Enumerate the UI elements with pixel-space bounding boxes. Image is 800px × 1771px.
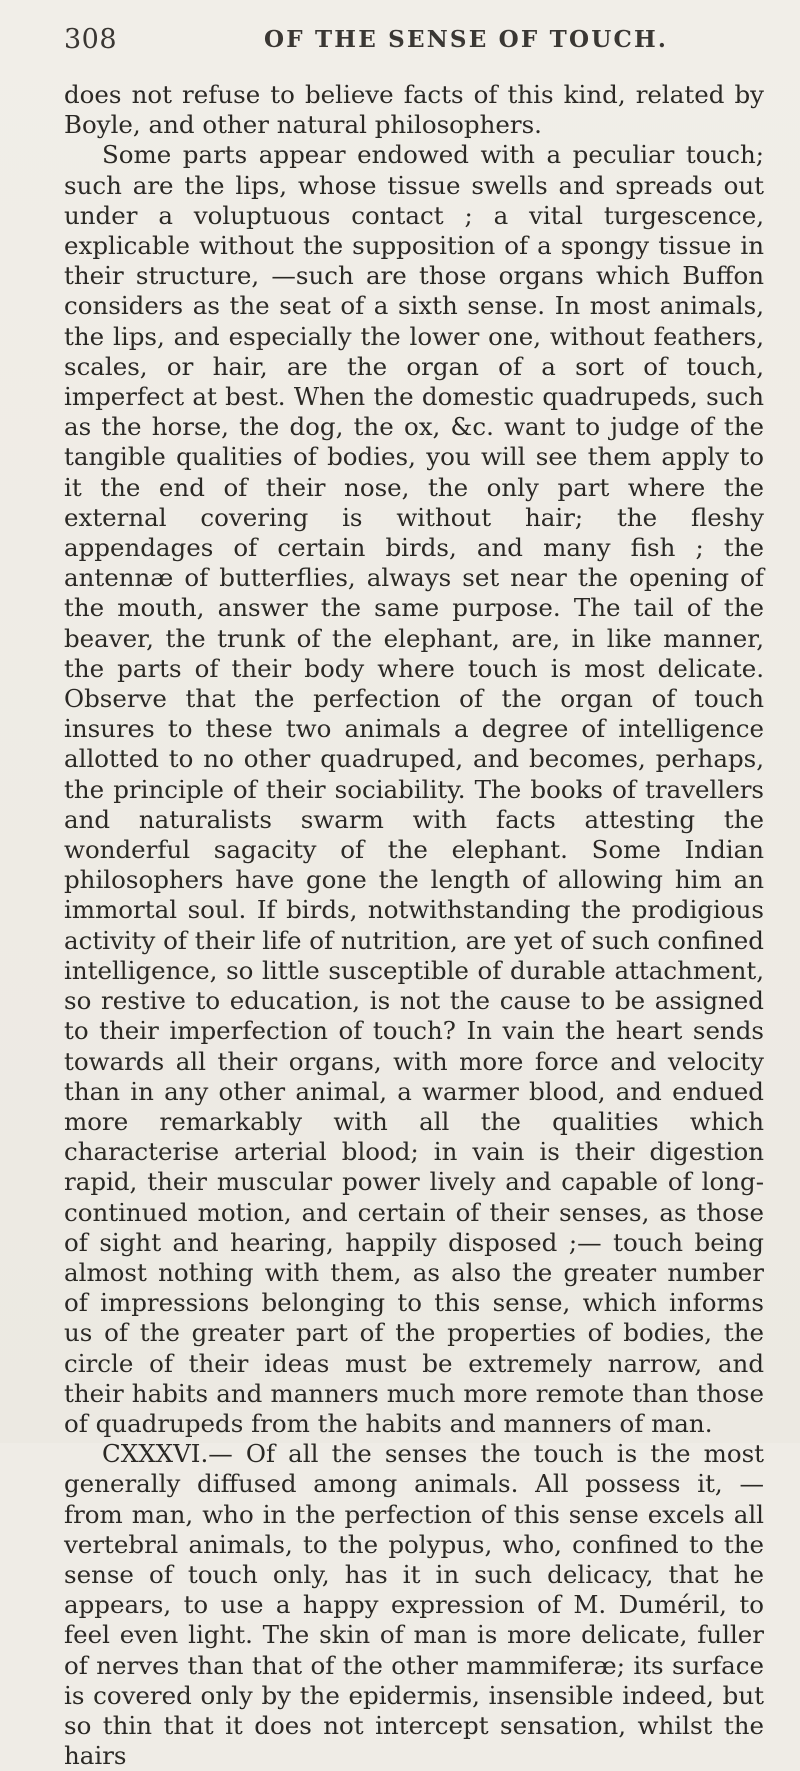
paragraph-lips-touch: Some parts appear endowed with a peculiar touch; such are the lips, whose tissue swells and spreads out under a voluptuous contact ; a vital turgescence, explicable without the supposition of a spongy tissue in their structure, —such are those organs which Buffon considers as the seat of a sixth sense. In most animals, the lips, and especially the lower one, without feathers, scales, or hair, are the organ of a sort of touch, imperfect at best. When the domestic quadrupeds, such as the horse, the dog, the ox, &c. want to judge of the tangible qualities of bodies, you will see them apply to it the end of their nose, the only part where the external covering is without hair; the fleshy appendages of certain birds, and many fish ; the antennæ of butterflies, always set near the opening of the mouth, answer the same purpose. The tail of the beaver, the trunk of the elephant, are, in like manner, the parts of their body where touch is most delicate. Observe that the perfection of the organ of touch insures to these two animals a degree of intelligence allotted to no other quadruped, and becomes, perhaps, the principle of their sociability. The books of travellers and naturalists swarm with facts attesting the wonderful sagacity of the elephant. Some Indian philosophers have gone the length of allowing him an immortal soul. If birds, notwithstanding the prodigious activity of their life of nutrition, are yet of such confined intelligence, so little susceptible of durable attachment, so restive to education, is not the cause to be assigned to their imperfection of touch? In vain the heart sends towards all their organs, with more force and velocity than in any other animal, a warmer blood, and endued more remarkably with all the qualities which characterise arterial blood; in vain is their digestion rapid, their muscular power lively and capable of long-continued motion, and certain of their senses, as those of sight and hearing, happily disposed ;— touch being almost nothing with them, as also the greater number of impressions belonging to this sense, which informs us of the greater part of the properties of bodies, the circle of their ideas must be extremely narrow, and their habits and manners much more remote than those of quadrupeds from the habits and manners of man. [64, 140, 764, 1438]
paragraph-section-cxxxvi: CXXXVI.— Of all the senses the touch is the most generally diffused among animals. All possess it, — from man, who in the perfection of this sense excels all vertebral animals, to the polypus, who, confined to the sense of touch only, has it in such delicacy, that he appears, to use a happy expression of M. Duméril, to feel even light. The skin of man is more delicate, fuller of nerves than that of the other mammiferæ; its surface is covered only by the epidermis, insensible indeed, but so thin that it does not intercept sensation, whilst the hairs [64, 1439, 764, 1771]
running-head: OF THE SENSE OF TOUCH. [264, 26, 669, 53]
page-number: 308 [64, 24, 118, 55]
page-header [64, 24, 764, 64]
paragraph-continued: does not refuse to believe facts of this kind, related by Boyle, and other natural philosophers. [64, 80, 764, 140]
body-text [64, 80, 764, 1771]
